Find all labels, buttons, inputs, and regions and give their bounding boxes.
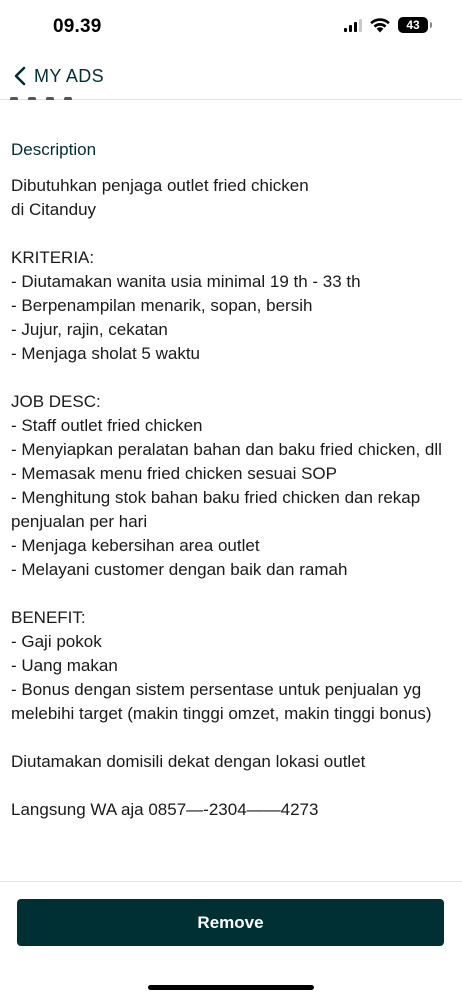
cellular-signal-icon bbox=[344, 19, 362, 32]
status-time: 09.39 bbox=[53, 16, 102, 37]
status-bar bbox=[0, 0, 462, 52]
description-title: Description bbox=[11, 140, 97, 159]
status-icons bbox=[344, 17, 428, 33]
chevron-left-icon bbox=[12, 66, 28, 86]
description-text: Dibutuhkan penjaga outlet fried chicken di Citanduy KRITERIA: - Diutamakan wanita usia minimal 19 th - 33 th - Berpenampilan menarik, sopan, bersih - Jujur, rajin, cekatan - Menjaga sholat 5 waktu JOB DESC: - Staff outlet fried chicken - Menyiapkan peralatan bahan dan baku fried chicken, dll - Memasak menu fried chicken sesuai SOP - Menghitung stok bahan baku fried chicken dan rekap penjualan per hari - Menjaga kebersihan area outlet - Melayani customer dengan baik dan ramah BENEFIT: - Gaji pokok - Uang makan - Bonus dengan sistem persentase untuk penjualan yg melebihi target (makin tinggi omzet, makin tinggi bonus) Diutamakan domisili dekat dengan lokasi outlet Langsung WA aja 0857—-2304——4273 bbox=[11, 176, 442, 819]
back-button[interactable] bbox=[12, 62, 104, 90]
clipped-text-fragment bbox=[10, 88, 110, 100]
home-indicator bbox=[148, 985, 314, 990]
remove-button[interactable]: Remove bbox=[17, 899, 444, 946]
ad-detail-content bbox=[11, 138, 451, 822]
battery-icon: 43 bbox=[398, 17, 428, 33]
wifi-icon bbox=[369, 17, 391, 33]
bottom-divider bbox=[0, 881, 462, 882]
back-label: MY ADS bbox=[34, 65, 105, 86]
